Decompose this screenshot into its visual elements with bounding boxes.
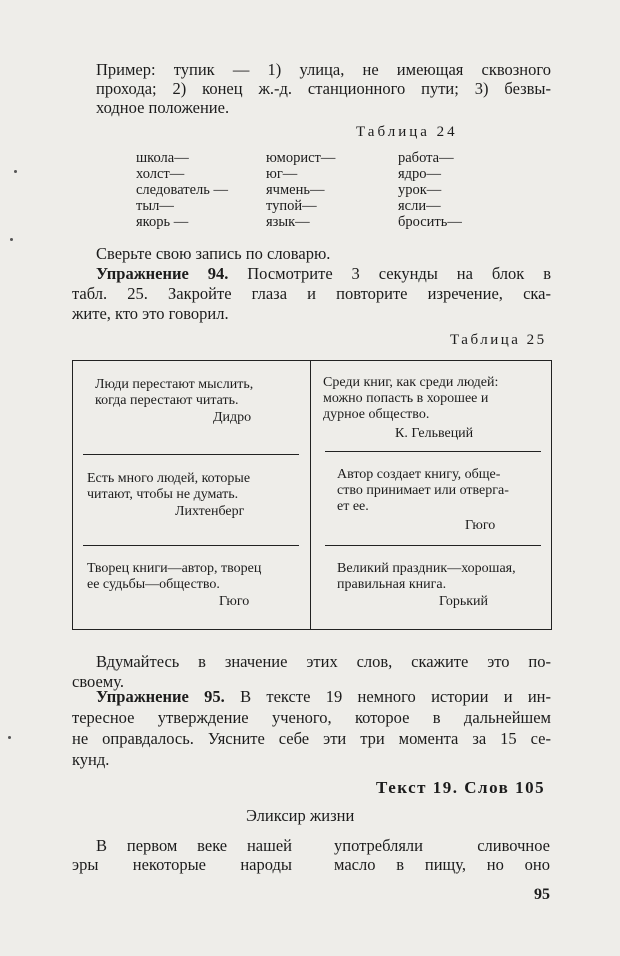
exercise-94-line-1 [96, 264, 551, 284]
table-24-cell: юг— [266, 166, 298, 182]
table-24-column-2 [266, 150, 335, 230]
exercise-94-line-2: табл. 25. Закройте глаза и повторите изречение, ска- [72, 284, 551, 303]
table-24-cell: тыл— [136, 198, 174, 214]
text-19-title: Эликсир жизни [246, 806, 355, 825]
quote-cell-lichtenberg [87, 471, 307, 519]
exercise-95-line-3: не оправдалось. Уясните себе эти три момента за 15 се- [72, 729, 551, 748]
quote-text: правильная книга. [337, 577, 447, 592]
quote-author: Гюго [465, 518, 496, 533]
quote-text: Среди книг, как среди людей: [323, 375, 499, 390]
quote-author: Лихтенберг [175, 504, 245, 519]
table-24-cell: школа— [136, 150, 189, 166]
text-19-col2-line-2: масло в пищу, но оно [334, 855, 550, 874]
table-divider [310, 361, 311, 629]
quote-text: Великий праздник—хорошая, [337, 561, 516, 576]
divider-line [83, 454, 299, 455]
divider-line [325, 545, 541, 546]
scan-speck [10, 238, 13, 241]
exercise-95-line-4: кунд. [72, 750, 110, 769]
quotes-table [72, 360, 552, 630]
table-24-cell: юморист— [266, 150, 336, 166]
quote-text: Творец книги—автор, творец [87, 561, 262, 576]
quote-text: Люди перестают мыслить, [95, 377, 254, 392]
table-24-cell: якорь — [136, 214, 189, 230]
exercise-95-line-2: тересное утверждение ученого, которое в дальнейшем [72, 708, 551, 727]
quote-text: ство принимает или отверга- [337, 483, 509, 498]
divider-line [83, 545, 299, 546]
exercise-95-title: Упражнение 95. [96, 687, 225, 706]
quote-author: Гюго [219, 594, 250, 609]
reflect-line-2: своему. [72, 672, 124, 691]
example-line-1: Пример: тупик — 1) улица, не имеющая сквозного [96, 60, 551, 79]
quote-text: Есть много людей, которые [87, 471, 251, 486]
table-24-caption: Таблица 24 [356, 124, 458, 140]
table-24-cell: ячмень— [266, 182, 325, 198]
scan-speck [8, 736, 11, 739]
exercise-95-text: В тексте 19 немного истории и ин- [240, 687, 552, 706]
quote-text: читают, чтобы не думать. [87, 487, 239, 502]
quote-cell-hugo-right [337, 467, 549, 533]
table-24-cell: урок— [398, 182, 442, 198]
exercise-94-line-3: жите, кто это говорил. [72, 304, 229, 323]
quote-author: К. Гельвеций [395, 426, 474, 441]
example-line-2: прохода; 2) конец ж.-д. станционного пути; 3) безвы- [96, 79, 551, 98]
quote-cell-hugo-left [87, 561, 307, 609]
text-19-heading: Текст 19. Слов 105 [376, 778, 546, 797]
quote-cell-diderot [95, 377, 307, 425]
divider-line [325, 451, 541, 452]
table-24-cell: бросить— [398, 214, 462, 230]
exercise-94-text: Посмотрите 3 секунды на блок в [247, 264, 551, 283]
quote-cell-helvetius [323, 375, 549, 441]
table-25-caption: Таблица 25 [450, 332, 547, 348]
scan-speck [14, 170, 17, 173]
quote-cell-gorky [337, 561, 549, 609]
example-line-3: ходное положение. [96, 98, 230, 117]
table-24-cell: ясли— [398, 198, 441, 214]
text-19-col2-line-1: употребляли сливочное [334, 836, 550, 855]
exercise-94-title: Упражнение 94. [96, 264, 229, 283]
verify-instruction: Сверьте свою запись по словарю. [96, 244, 331, 263]
table-24-column-3 [398, 150, 462, 230]
text-19-col1-line-1: В первом веке нашей [96, 836, 292, 855]
exercise-95-line-1 [96, 687, 551, 707]
table-24-cell: следователь — [136, 182, 229, 198]
quote-author: Дидро [213, 410, 252, 425]
page-number: 95 [534, 886, 550, 903]
text-19-col1-line-2: эры некоторые народы [72, 855, 292, 874]
table-24-cell: язык— [266, 214, 310, 230]
reflect-line-1: Вдумайтесь в значение этих слов, скажите это по- [96, 652, 551, 671]
table-24-cell: работа— [398, 150, 454, 166]
table-24-column-1 [136, 150, 228, 230]
quote-text: можно попасть в хорошее и [323, 391, 489, 406]
table-24-cell: холст— [136, 166, 185, 182]
quote-text: когда перестают читать. [95, 393, 239, 408]
quote-text: ее судьбы—общество. [87, 577, 220, 592]
table-24-cell: тупой— [266, 198, 317, 214]
table-24-cell: ядро— [398, 166, 442, 182]
quote-text: Автор создает книгу, обще- [337, 467, 501, 482]
quote-author: Горький [439, 594, 489, 609]
quote-text: ет ее. [337, 499, 369, 514]
quote-text: дурное общество. [323, 407, 430, 422]
